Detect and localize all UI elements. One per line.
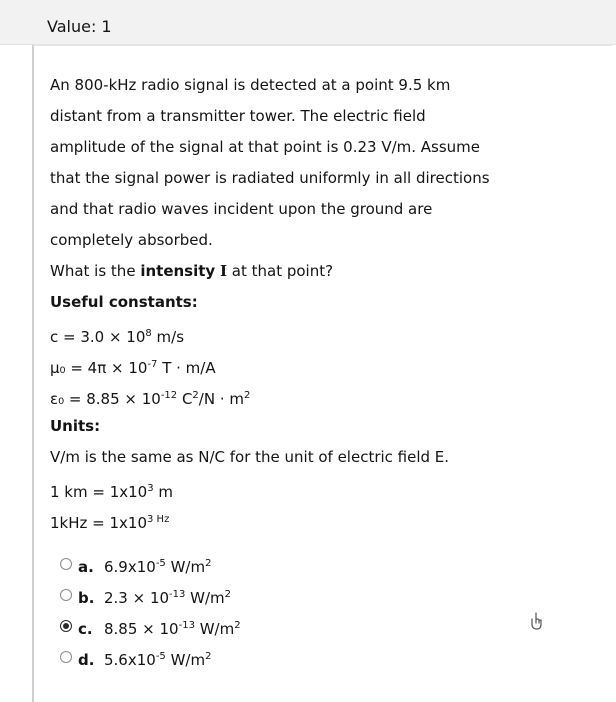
question-prompt: What is the intensity I at that point? bbox=[50, 262, 334, 280]
question-text bbox=[50, 70, 570, 535]
question-line: amplitude of the signal at that point is 0.23 V/m. Assume bbox=[50, 138, 481, 156]
value-label: Value: 1 bbox=[47, 17, 112, 36]
option-d[interactable]: d. $5.6x10^{-5}$ $W/m^2$ bbox=[60, 641, 241, 672]
question-line: and that radio waves incident upon the ground are bbox=[50, 200, 433, 218]
radio-button-a[interactable] bbox=[60, 558, 72, 570]
useful-constants-heading: Useful constants: bbox=[50, 293, 198, 311]
answer-options bbox=[60, 548, 241, 672]
constant-eps0: $\varepsilon_0 = 8.85 \times 10^{-12}$ $C^2/N \cdot m^2$ bbox=[50, 390, 251, 408]
option-b[interactable]: b. $2.3 \times 10^{-13}$ $W/m^2$ bbox=[60, 579, 241, 610]
mouse-pointer-icon bbox=[528, 612, 544, 630]
value-header bbox=[0, 0, 616, 45]
question-line: that the signal power is radiated uniformly in all directions bbox=[50, 169, 490, 187]
question-line: distant from a transmitter tower. The electric field bbox=[50, 107, 426, 125]
option-c[interactable]: c. $8.85 \times 10^{-13}$ $W/m^2$ bbox=[60, 610, 241, 641]
radio-button-c[interactable] bbox=[60, 620, 72, 632]
units-km: 1 km = $1x10^3$ m bbox=[50, 483, 173, 501]
question-line: completely absorbed. bbox=[50, 231, 213, 249]
radio-button-b[interactable] bbox=[60, 589, 72, 601]
question-line: An 800-kHz radio signal is detected at a point 9.5 km bbox=[50, 76, 451, 94]
units-heading: Units: bbox=[50, 417, 101, 435]
constant-mu0: $\mu_0 = 4\pi \times 10^{-7}$ T · m/A bbox=[50, 359, 216, 377]
option-a[interactable]: a. $6.9x10^{-5}$ $W/m^2$ bbox=[60, 548, 241, 579]
units-khz: $1kHz = 1x10^3$ $^{Hz}$ bbox=[50, 514, 170, 532]
units-electric-field: V/m is the same as N/C for the unit of electric field E. bbox=[50, 448, 450, 466]
constant-c: $c = 3.0 \times 10^8$ m/s bbox=[50, 328, 185, 346]
radio-button-d[interactable] bbox=[60, 651, 72, 663]
